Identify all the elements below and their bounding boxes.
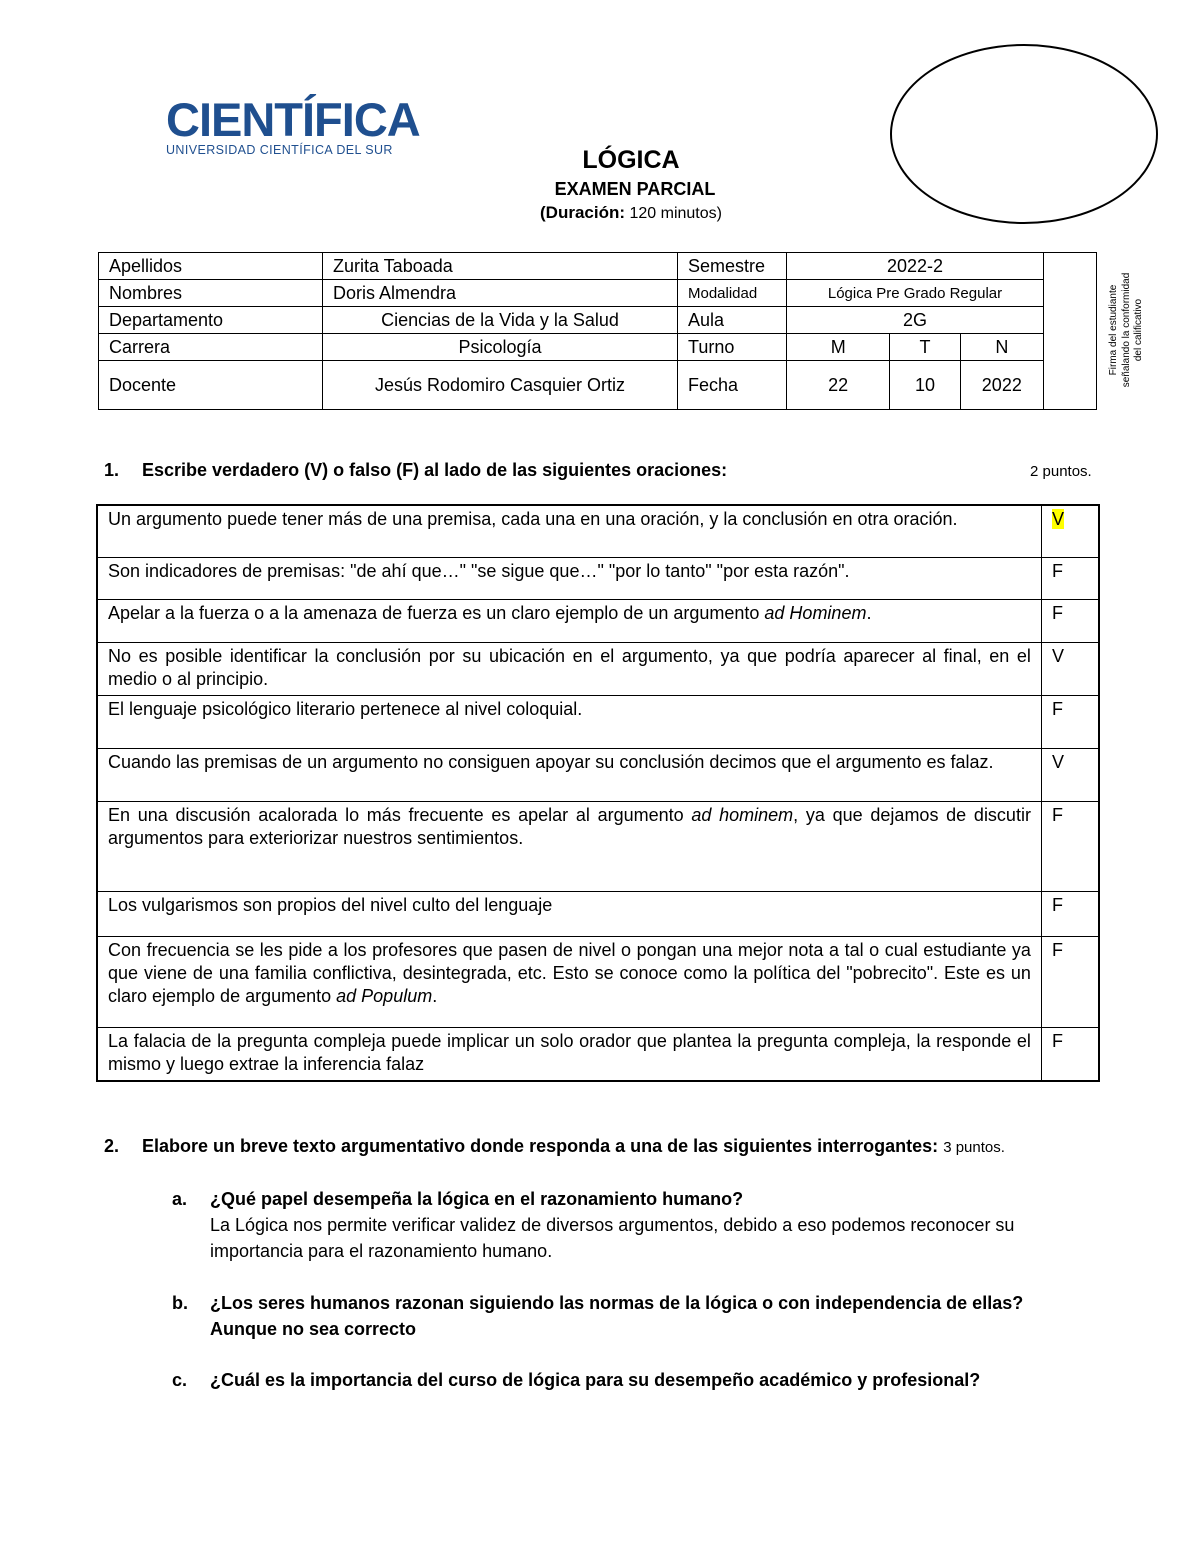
semestre-label: Semestre — [678, 253, 787, 280]
turno-t: T — [890, 334, 960, 361]
question-1-heading — [104, 460, 1104, 481]
answer-value: F — [1051, 939, 1063, 960]
statement-part: La falacia de la pregunta compleja puede implicar un solo orador que plantea la pregunta compleja, la responde el mismo y luego extrae la inferencia falaz — [108, 1030, 1031, 1074]
subquestion-b-question: ¿Los seres humanos razonan siguiendo las normas de la lógica o con independencia de ellas? — [210, 1293, 1024, 1313]
subquestion-c — [172, 1367, 1102, 1393]
question-1-points: 2 puntos. — [1030, 463, 1092, 480]
answer-value: F — [1051, 602, 1063, 623]
answer-cell — [1041, 599, 1099, 642]
statement-text — [97, 801, 1041, 891]
subquestion-a-question: ¿Qué papel desempeña la lógica en el razonamiento humano? — [210, 1189, 744, 1209]
carrera-label: Carrera — [99, 334, 323, 361]
fecha-label: Fecha — [678, 361, 787, 410]
departamento-label: Departamento — [99, 307, 323, 334]
turno-n: N — [960, 334, 1043, 361]
semestre-value: 2022-2 — [787, 253, 1044, 280]
aula-label: Aula — [678, 307, 787, 334]
subquestion-c-question: ¿Cuál es la importancia del curso de lógica para su desempeño académico y profesional? — [210, 1370, 981, 1390]
statement-text — [97, 599, 1041, 642]
statement-part: . — [866, 602, 872, 623]
answer-cell — [1041, 695, 1099, 748]
statement-text — [97, 748, 1041, 801]
question-1-number: 1. — [104, 460, 120, 480]
answer-cell — [1041, 505, 1099, 557]
answer-value: F — [1051, 560, 1063, 581]
statement-row — [97, 505, 1099, 557]
statement-text — [97, 936, 1041, 1027]
statement-part: El lenguaje psicológico literario pertenece al nivel coloquial. — [108, 698, 583, 719]
answer-value: V — [1051, 751, 1064, 772]
answer-value: V — [1051, 645, 1064, 666]
firma-line-2: señalando la conformidad — [1120, 272, 1132, 388]
firma-line-3: del calificativo — [1133, 298, 1144, 362]
turno-label: Turno — [678, 334, 787, 361]
answer-cell — [1041, 801, 1099, 891]
statement-row — [97, 599, 1099, 642]
student-info-table — [98, 252, 1097, 410]
answer-value: V — [1051, 509, 1064, 529]
statement-part: Cuando las premisas de un argumento no consiguen apoyar su conclusión decimos que el argumento es falaz. — [108, 751, 994, 772]
statement-row — [97, 1027, 1099, 1081]
statement-row — [97, 936, 1099, 1027]
statement-row — [97, 557, 1099, 599]
statement-part: , ya que dejamos de discutir argumentos para exteriorizar nuestros sentimientos. — [108, 804, 1031, 848]
question-2-heading — [104, 1136, 1104, 1157]
question-2-number: 2. — [104, 1136, 120, 1156]
answer-cell — [1041, 936, 1099, 1027]
docente-label: Docente — [99, 361, 323, 410]
subquestion-b — [172, 1290, 1102, 1342]
answer-cell — [1041, 557, 1099, 599]
modalidad-label: Modalidad — [678, 280, 787, 307]
fecha-day: 22 — [787, 361, 890, 410]
firma-cell — [1044, 253, 1097, 410]
subquestion-a — [172, 1186, 1102, 1264]
modalidad-value: Lógica Pre Grado Regular — [787, 280, 1044, 307]
statement-part: En una discusión acalorada lo más frecuente es apelar al argumento — [108, 804, 692, 825]
apellidos-label: Apellidos — [99, 253, 323, 280]
statement-row — [97, 642, 1099, 695]
firma-caption — [1104, 272, 1164, 390]
statement-row — [97, 801, 1099, 891]
aula-value: 2G — [787, 307, 1044, 334]
logo-subtitle: UNIVERSIDAD CIENTÍFICA DEL SUR — [166, 143, 393, 157]
statement-italic: ad hominem — [691, 804, 794, 825]
statement-part: . — [432, 985, 438, 1006]
subquestion-b-label: b. — [172, 1293, 188, 1313]
firma-line-1: Firma del estudiante — [1108, 284, 1119, 376]
statement-row — [97, 748, 1099, 801]
statement-text — [97, 642, 1041, 695]
statement-part: Los vulgarismos son propios del nivel culto del lenguaje — [108, 894, 553, 915]
answer-cell — [1041, 891, 1099, 936]
answer-value: F — [1051, 1030, 1063, 1051]
statement-text — [97, 891, 1041, 936]
statement-text — [97, 1027, 1041, 1081]
fecha-month: 10 — [890, 361, 960, 410]
departamento-value: Ciencias de la Vida y la Salud — [323, 307, 678, 334]
exam-duration — [0, 203, 1200, 223]
question-2-points: 3 puntos. — [943, 1139, 1005, 1156]
statement-part: Apelar a la fuerza o a la amenaza de fuerza es un claro ejemplo de un argumento — [108, 602, 765, 623]
turno-m: M — [787, 334, 890, 361]
subquestion-b-answer: Aunque no sea correcto — [210, 1319, 417, 1339]
answer-cell — [1041, 642, 1099, 695]
statement-part: Un argumento puede tener más de una premisa, cada una en una oración, y la conclusión en otra oración. — [108, 509, 958, 529]
nombres-value: Doris Almendra — [323, 280, 678, 307]
statement-italic: ad Hominem — [764, 602, 867, 623]
true-false-table — [96, 504, 1100, 1082]
duration-value: 120 minutos) — [629, 205, 722, 222]
statement-text — [97, 505, 1041, 557]
answer-cell — [1041, 748, 1099, 801]
nombres-label: Nombres — [99, 280, 323, 307]
question-2-text: Elabore un breve texto argumentativo donde responda a una de las siguientes interrogantes: — [142, 1136, 939, 1156]
answer-value: F — [1051, 698, 1063, 719]
carrera-value: Psicología — [323, 334, 678, 361]
subquestion-c-label: c. — [172, 1370, 188, 1390]
answer-value: F — [1051, 804, 1063, 825]
statement-part: Con frecuencia se les pide a los profesores que pasen de nivel o pongan una mejor nota a tal o cual estudiante ya que viene de una familia conflictiva, desintegrada, etc. Esto se conoce como la política del "pobrecito". Este es un claro ejemplo de argumento — [108, 939, 1031, 1006]
question-1-text: Escribe verdadero (V) o falso (F) al lado de las siguientes oraciones: — [142, 460, 728, 480]
statement-italic: ad Populum — [336, 985, 433, 1006]
subquestion-a-label: a. — [172, 1189, 188, 1209]
logo-wordmark: CIENTÍFICA — [166, 93, 420, 146]
statement-part: No es posible identificar la conclusión por su ubicación en el argumento, ya que podría aparecer al final, en el medio o al principio. — [108, 645, 1031, 689]
docente-value: Jesús Rodomiro Casquier Ortiz — [323, 361, 678, 410]
answer-value: F — [1051, 894, 1063, 915]
statement-text — [97, 557, 1041, 599]
exam-subtitle: EXAMEN PARCIAL — [554, 179, 716, 199]
fecha-year: 2022 — [960, 361, 1043, 410]
statement-row — [97, 891, 1099, 936]
page-title: LÓGICA — [582, 146, 680, 174]
apellidos-value: Zurita Taboada — [323, 253, 678, 280]
statement-text — [97, 695, 1041, 748]
duration-label: (Duración: — [540, 203, 626, 222]
subquestion-a-answer: La Lógica nos permite verificar validez de diversos argumentos, debido a eso podemos reconocer su importancia para el razonamiento humano. — [210, 1215, 1015, 1261]
statement-row — [97, 695, 1099, 748]
statement-part: Son indicadores de premisas: "de ahí que…" "se sigue que…" "por lo tanto" "por esta razón". — [108, 560, 850, 581]
answer-cell — [1041, 1027, 1099, 1081]
